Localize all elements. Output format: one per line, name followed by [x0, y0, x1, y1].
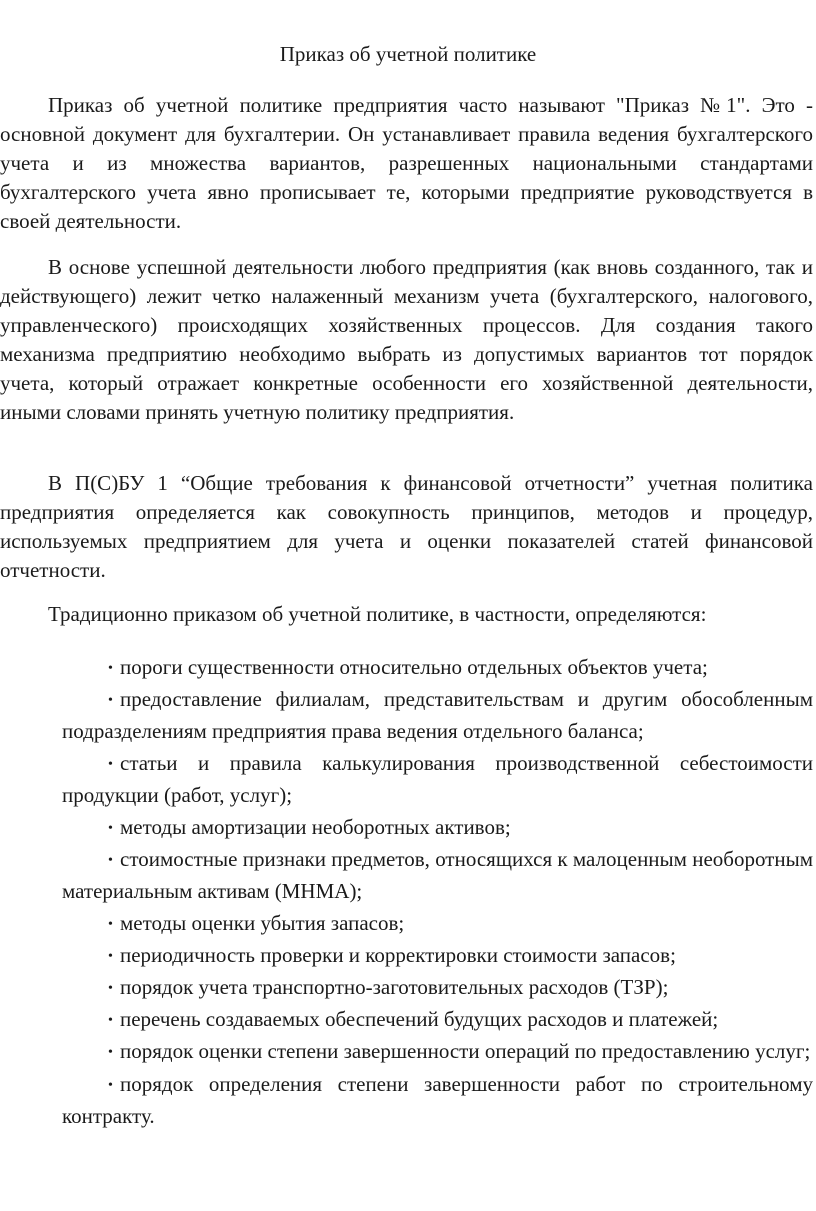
bullet-icon: •: [108, 1045, 113, 1060]
bullet-icon: •: [108, 1013, 113, 1028]
policy-items-list: [0, 652, 813, 1133]
bullet-icon: •: [108, 949, 113, 964]
list-item-text: методы амортизации необоротных активов;: [120, 815, 511, 839]
paragraph-intro: Приказ об учетной политике предприятия часто называют "Приказ №1". Это - основной документ для бухгалтерии. Он устанавливает правила ведения бухгалтерского учета и из множества вариантов, разрешенных национальными стандартами бухгалтерского учета явно прописывает те, которыми предприятие руководствуется в своей деятельности.: [0, 93, 813, 233]
list-item: [0, 812, 813, 844]
list-item-text: периодичность проверки и корректировки стоимости запасов;: [120, 943, 676, 967]
list-item-text: порядок учета транспортно-заготовительных расходов (ТЗР);: [120, 975, 669, 999]
bullet-icon: •: [108, 917, 113, 932]
list-item-text: статьи и правила калькулирования производственной себестоимости продукции (работ, услуг);: [62, 751, 813, 807]
list-item: [0, 1004, 813, 1036]
list-item: [0, 972, 813, 1004]
list-item: [0, 1069, 813, 1132]
bullet-icon: •: [108, 853, 113, 868]
list-item-text: порядок определения степени завершенности работ по строительному контракту.: [62, 1072, 813, 1128]
paragraph-basis: В основе успешной деятельности любого предприятия (как вновь созданного, так и действующего) лежит четко налаженный механизм учета (бухгалтерского, налогового, управленческого) происходящих хозяйственных процессов. Для создания такого механизма предприятию необходимо выбрать из допустимых вариантов тот порядок учета, который отражает конкретные особенности его хозяйственной деятельности, иными словами принять учетную политику предприятия.: [0, 255, 813, 424]
list-item: [0, 748, 813, 811]
list-item: [0, 908, 813, 940]
list-item: [0, 684, 813, 747]
bullet-icon: •: [108, 693, 113, 708]
list-item-text: предоставление филиалам, представительствам и другим обособленным подразделениям предприятия права ведения отдельного баланса;: [62, 687, 813, 743]
list-item-text: стоимостные признаки предметов, относящихся к малоценным необоротным материальным активам (МНМА);: [62, 847, 813, 903]
bullet-icon: •: [108, 981, 113, 996]
bullet-icon: •: [108, 1078, 113, 1093]
list-item: [0, 1036, 813, 1068]
bullet-icon: •: [108, 821, 113, 836]
list-item-text: перечень создаваемых обеспечений будущих расходов и платежей;: [120, 1007, 719, 1031]
paragraph-definition: В П(С)БУ 1 “Общие требования к финансовой отчетности” учетная политика предприятия определяется как совокупность принципов, методов и процедур, используемых предприятием для учета и оценки показателей статей финансовой отчетности.: [0, 471, 813, 582]
list-item-text: пороги существенности относительно отдельных объектов учета;: [120, 655, 708, 679]
list-item: [0, 844, 813, 907]
document-title: Приказ об учетной политике: [279, 42, 537, 66]
list-item: [0, 940, 813, 972]
list-item: [0, 652, 813, 684]
bullet-icon: •: [108, 757, 113, 772]
list-item-text: порядок оценки степени завершенности операций по предоставлению услуг;: [120, 1039, 811, 1063]
paragraph-list-intro: Традиционно приказом об учетной политике, в частности, определяются:: [48, 602, 707, 626]
list-item-text: методы оценки убытия запасов;: [120, 911, 405, 935]
bullet-icon: •: [108, 661, 113, 676]
